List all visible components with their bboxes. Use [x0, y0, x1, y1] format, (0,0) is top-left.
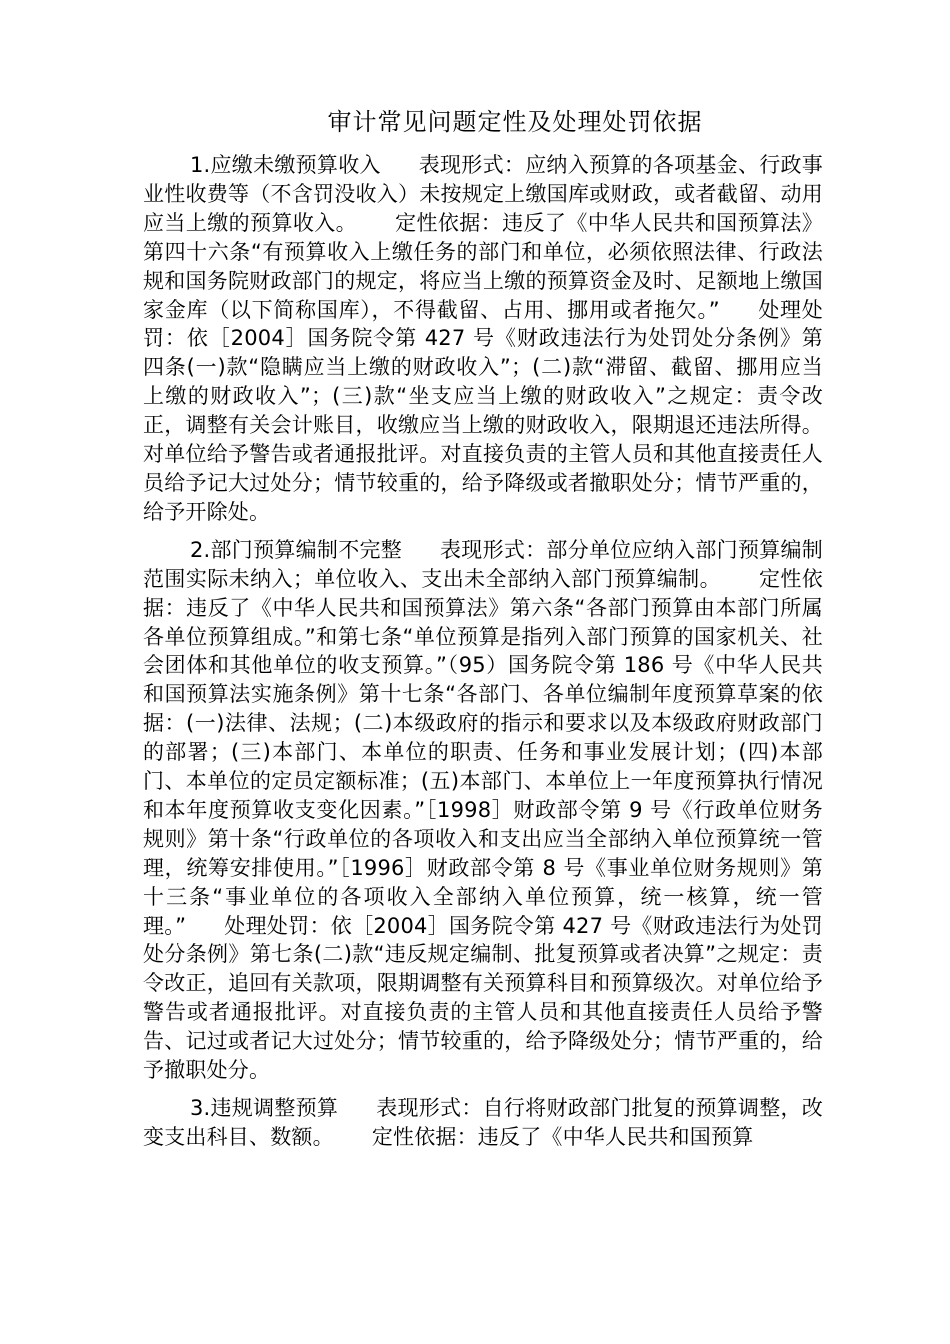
item-1-heading: 1.应缴未缴预算收入 — [190, 153, 381, 177]
item-1-basis: 定性依据：违反了《中华人民共和国预算法》第四十六条“有预算收入上缴任务的部门和单位，必须依照法律、行政法规和国务院财政部门的规定，将应当上缴的预算资金及时、足额地上缴国家金库（以下简称国库），不得截留、占用、挪用或者拖欠。” — [143, 210, 824, 322]
item-2-penalty: 处理处罚：依［2004］国务院令第 427 号《财政违法行为处罚处分条例》第七条(二)款“违反规定编制、批复预算或者决算”之规定：责令改正，追回有关款项，限期调整有关预算科目和预算级次。对单位给予警告或者通报批评。对直接负责的主管人员和其他直接责任人员给予警告、记过或者记大过处分；情节较重的，给予降级处分；情节严重的，给予撤职处分。 — [143, 913, 824, 1083]
item-3-heading: 3.违规调整预算 — [190, 1096, 339, 1120]
document-body — [143, 151, 823, 1161]
item-3-manifestation: 表现形式：自行将财政部门批复的预算调整，改变支出科目、数额。 — [143, 1096, 823, 1149]
item-3-basis: 定性依据：违反了《中华人民共和国预算 — [371, 1124, 754, 1149]
item-1-penalty: 处理处罚：依［2004］国务院令第 427 号《财政违法行为处罚处分条例》第四条(一)款“隐瞒应当上缴的财政收入”；(二)款“滞留、截留、挪用应当上缴的财政收入”；(三)款“坐支应当上缴的财政收入”之规定：责令改正，调整有关会计账目，收缴应当上缴的财政收入，限期退还违法所得。对单位给予警告或者通报批评。对直接负责的主管人员和其他直接责任人员给予记大过处分；情节较重的，给予降级或者撤职处分；情节严重的，给予开除处。 — [143, 297, 823, 524]
item-2-basis: 定性依据：违反了《中华人民共和国预算法》第六条“各部门预算由本部门所属各单位预算组成。”和第七条“单位预算是指列入部门预算的国家机关、社会团体和其他单位的收支预算。”（95）国务院令第 186 号《中华人民共和国预算法实施条例》第十七条“各部门、各单位编制年度预算草案的依据：(一)法律、法规；(二)本级政府的指示和要求以及本级政府财政部门的部署；(三)本部门、本单位的职责、任务和事业发展计划；(四)本部门、本单位的定员定额标准；(五)本部门、本单位上一年度预算执行情况和本年度预算收支变化因素。”［1998］财政部令第 9 号《行政单位财务规则》第十条“行政单位的各项收入和支出应当全部纳入单位预算统一管理，统筹安排使用。”［1996］财政部令第 8 号《事业单位财务规则》第十三条“事业单位的各项收入全部纳入单位预算，统一核算，统一管理。” — [143, 566, 823, 938]
item-3-paragraph — [143, 1094, 823, 1152]
document-title: 审计常见问题定性及处理处罚依据 — [327, 108, 703, 136]
item-2-manifestation: 表现形式：部分单位应纳入部门预算编制范围实际未纳入；单位收入、支出未全部纳入部门预算编制。 — [143, 537, 823, 591]
item-2-paragraph — [143, 536, 823, 1085]
item-1-paragraph — [143, 151, 823, 527]
item-2-heading: 2.部门预算编制不完整 — [190, 537, 403, 562]
item-1-manifestation: 表现形式：应纳入预算的各项基金、行政事业性收费等（不含罚没收入）未按规定上缴国库或财政，或者截留、动用应当上缴的预算收入。 — [143, 153, 823, 235]
